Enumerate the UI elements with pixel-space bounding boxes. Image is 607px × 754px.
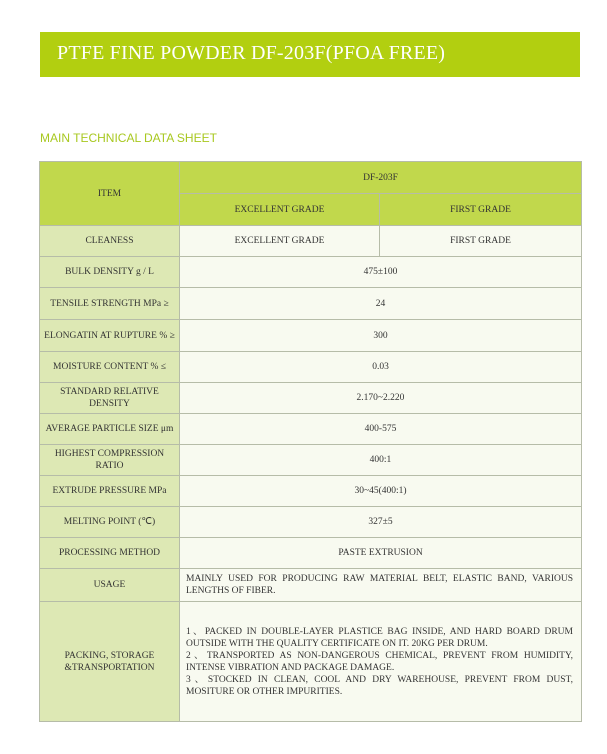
- row-value: MAINLY USED FOR PRODUCING RAW MATERIAL BELT, ELASTIC BAND, VARIOUS LENGTHS OF FIBER.: [180, 569, 582, 602]
- table-row: [40, 383, 582, 414]
- table-row: [40, 602, 582, 722]
- product-header: DF-203F: [180, 162, 582, 194]
- row-value: EXCELLENT GRADE: [180, 226, 380, 257]
- row-label: ELONGATIN AT RUPTURE % ≥: [40, 320, 180, 352]
- row-label: EXTRUDE PRESSURE MPa: [40, 476, 180, 507]
- row-value: 400:1: [180, 445, 582, 476]
- row-label: STANDARD RELATIVE DENSITY: [40, 383, 180, 414]
- row-label: BULK DENSITY g / L: [40, 257, 180, 288]
- table-row: [40, 414, 582, 445]
- table-row: [40, 352, 582, 383]
- packing-line: 3、STOCKED IN CLEAN, COOL AND DRY WAREHOUSE, PREVENT FROM DUST, MOSITURE OR OTHER IMPURITIES.: [186, 674, 573, 697]
- row-value: 24: [180, 288, 582, 320]
- item-header: ITEM: [40, 162, 180, 226]
- table-row: [40, 507, 582, 538]
- row-label: MOISTURE CONTENT % ≤: [40, 352, 180, 383]
- row-label: CLEANESS: [40, 226, 180, 257]
- packing-line: 1、PACKED IN DOUBLE-LAYER PLASTICE BAG INSIDE, AND HARD BOARD DRUM OUTSIDE WITH THE QUALITY CERTIFICATE ON IT. 20KG PER DRUM.: [186, 626, 573, 649]
- row-value: PASTE EXTRUSION: [180, 538, 582, 569]
- row-value: FIRST GRADE: [380, 226, 582, 257]
- technical-data-table: [39, 161, 582, 722]
- packing-line: 2、TRANSPORTED AS NON-DANGEROUS CHEMICAL, PREVENT FROM HUMIDITY, INTENSE VIBRATION AND PACKAGE DAMAGE.: [186, 650, 573, 673]
- row-label: USAGE: [40, 569, 180, 602]
- row-label: PROCESSING METHOD: [40, 538, 180, 569]
- row-value: 475±100: [180, 257, 582, 288]
- title-banner: [40, 32, 580, 77]
- section-subtitle: MAIN TECHNICAL DATA SHEET: [40, 131, 217, 145]
- row-label: AVERAGE PARTICLE SIZE μm: [40, 414, 180, 445]
- table-row: [40, 320, 582, 352]
- row-label: HIGHEST COMPRESSION RATIO: [40, 445, 180, 476]
- row-label: MELTING POINT (℃): [40, 507, 180, 538]
- page-title: PTFE FINE POWDER DF-203F(PFOA FREE): [57, 42, 446, 64]
- row-value: 30~45(400:1): [180, 476, 582, 507]
- row-label: PACKING, STORAGE &TRANSPORTATION: [40, 602, 180, 722]
- table-row: [40, 257, 582, 288]
- table-row: [40, 569, 582, 602]
- row-value: 400-575: [180, 414, 582, 445]
- row-value: 300: [180, 320, 582, 352]
- packing-details: [180, 602, 582, 722]
- grade-header-excellent: EXCELLENT GRADE: [180, 194, 380, 226]
- row-label: TENSILE STRENGTH MPa ≥: [40, 288, 180, 320]
- grade-header-first: FIRST GRADE: [380, 194, 582, 226]
- table-row: [40, 288, 582, 320]
- row-value: 327±5: [180, 507, 582, 538]
- table-row: [40, 445, 582, 476]
- table-row: [40, 476, 582, 507]
- table-row: [40, 538, 582, 569]
- row-value: 2.170~2.220: [180, 383, 582, 414]
- table-row: [40, 226, 582, 257]
- row-value: 0.03: [180, 352, 582, 383]
